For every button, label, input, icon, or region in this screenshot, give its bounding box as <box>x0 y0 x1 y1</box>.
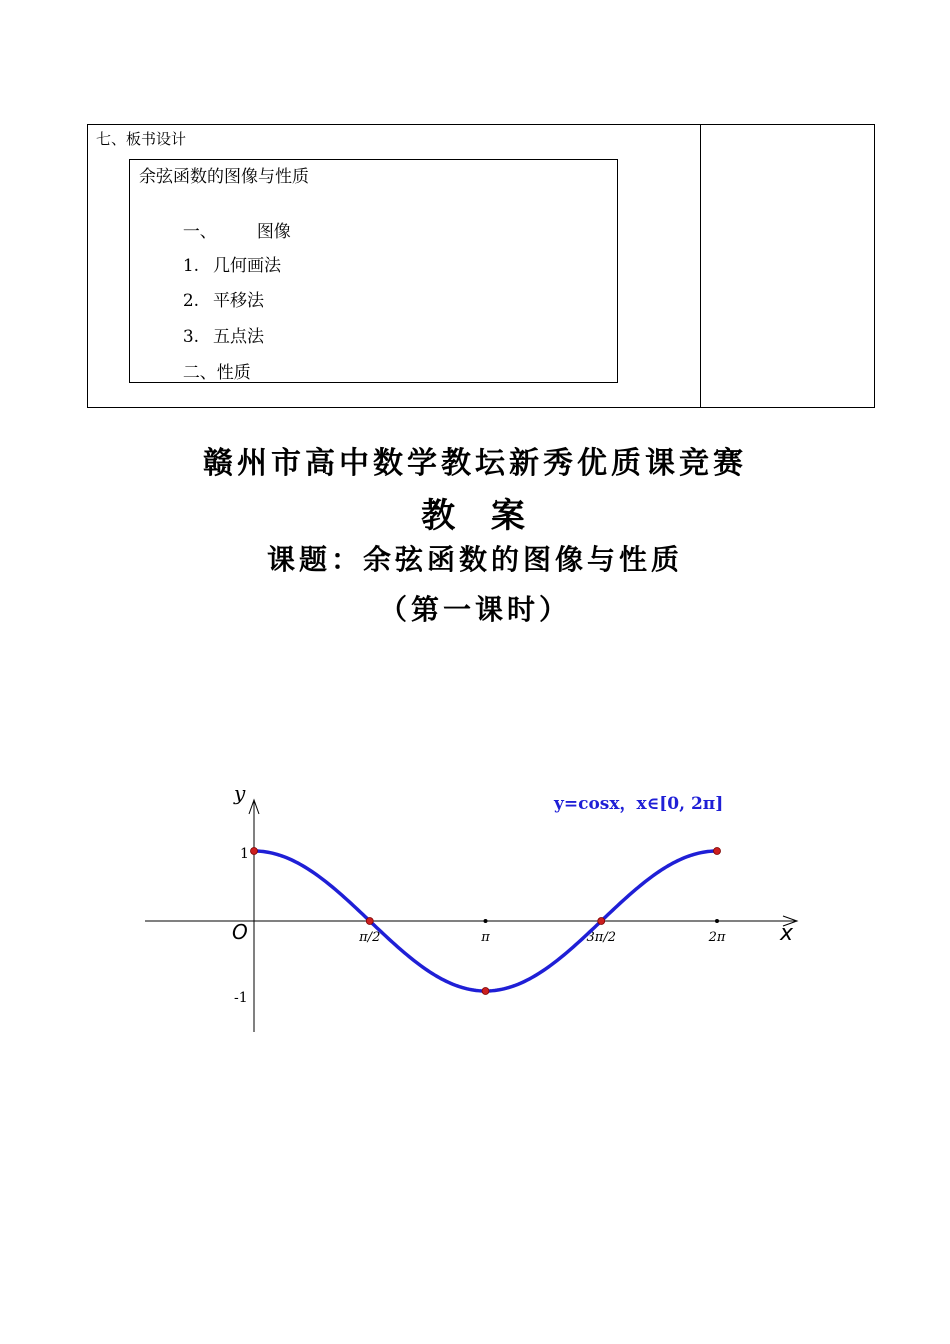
x-tick-label: π <box>481 930 490 945</box>
key-point <box>251 848 258 855</box>
x-tick-mark <box>484 919 488 923</box>
board-line-text: 平移法 <box>213 291 265 311</box>
document-type-heading: 教 案 <box>421 496 529 536</box>
y-tick-label: 1 <box>240 846 249 862</box>
key-point <box>482 988 489 995</box>
x-tick-label: 2π <box>708 930 726 945</box>
function-label: y=cosx，x∈[0, 2π] <box>554 794 724 814</box>
y-tick-label: -1 <box>234 990 248 1006</box>
x-tick-label: π/2 <box>359 930 381 945</box>
board-line-num: 1. <box>182 256 200 276</box>
board-line-text: 几何画法 <box>213 256 282 276</box>
key-point <box>366 918 373 925</box>
cosine-graph <box>0 760 950 1050</box>
board-line-5 <box>172 338 251 383</box>
section-label: 七、板书设计 <box>96 130 187 148</box>
board-line-num: 2. <box>182 291 200 311</box>
board-line-text: 二、性质 <box>182 363 251 383</box>
table-column-divider <box>700 124 701 408</box>
period-heading: （第一课时） <box>378 593 571 626</box>
x-axis-label: x <box>780 921 794 946</box>
board-line-text: 五点法 <box>213 327 265 347</box>
key-point <box>598 918 605 925</box>
topic-heading: 课题：余弦函数的图像与性质 <box>266 543 683 576</box>
origin-label: O <box>232 920 248 944</box>
board-line-num: 一、 <box>182 222 217 242</box>
x-tick-label: 3π/2 <box>586 930 616 945</box>
board-line-text: 图像 <box>256 222 291 242</box>
board-line-num: 3. <box>182 327 200 347</box>
board-title: 余弦函数的图像与性质 <box>139 167 309 187</box>
x-tick-mark <box>715 919 719 923</box>
competition-heading: 赣州市高中数学教坛新秀优质课竞赛 <box>203 446 747 481</box>
key-point <box>714 848 721 855</box>
y-axis-label: y <box>234 781 246 805</box>
